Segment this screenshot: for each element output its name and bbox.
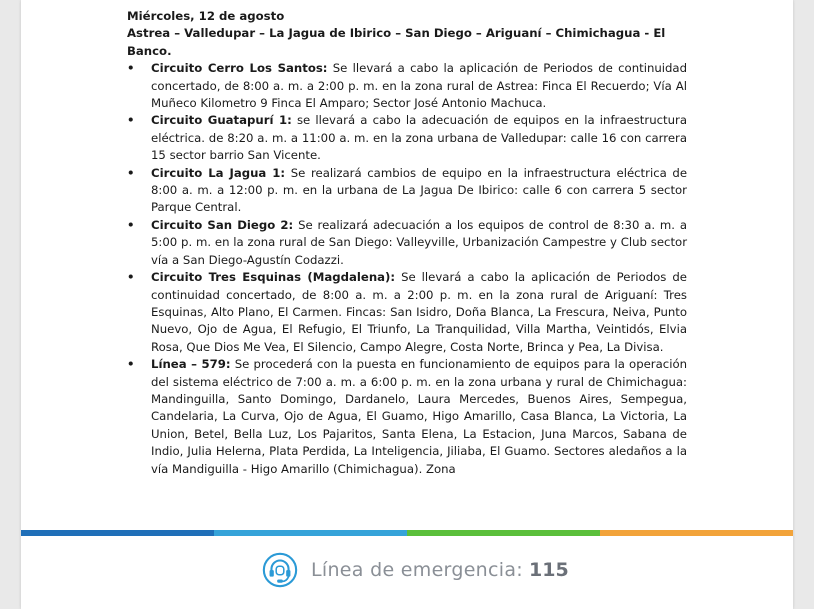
- outage-item-text: se llevará a cabo la adecuación de equipos en la infraestructura eléctrica. de 8:20 a. m. a 11:00 a. m. en la zona urbana de Valledupar: calle 16 con carrera 15 sector barrio San Vicente.: [151, 113, 687, 163]
- emergency-number: 115: [529, 559, 569, 581]
- outage-item-title: Línea – 579:: [151, 357, 231, 372]
- outage-item-title: Circuito Tres Esquinas (Magdalena):: [151, 270, 396, 285]
- bullet-icon: •: [127, 217, 135, 232]
- headset-support-icon: [261, 551, 299, 589]
- bullet-icon: •: [127, 113, 135, 128]
- document-page: [21, 0, 793, 609]
- footer: [21, 536, 793, 609]
- outage-item-text: Se procederá con la puesta en funcionamiento de equipos para la operación del sistema eléctrico de 7:00 a. m. a 6:00 p. m. en la zona urbana y rural de Chimichagua: Mandinguilla, Santo Domingo, Dardanelo, Laura Mercedes, Buenos Aires, Sempegua, Candelaria, La Curva, Ojo de Agua, El Guamo, Higo Amarillo, Casa Blanca, La Victoria, La Union, Betel, Bella Luz, Los Pajaritos, Santa Elena, La Estacion, Juna Marcos, Sabana de Indio, Julia Helerna, Plata Perdida, La Inteligencia, Jiliaba, El Guamo. Sectores aledaños a la vía Mandiguilla - Higo Amarillo (Chimichagua). Zona: [151, 357, 688, 476]
- outage-item-linea-579: [127, 356, 687, 478]
- outage-item-title: Circuito San Diego 2:: [151, 217, 294, 232]
- outage-item-title: Circuito Guatapurí 1:: [151, 113, 292, 128]
- outage-item-guatapuri-1: [127, 112, 687, 164]
- emergency-label: Línea de emergencia:: [311, 559, 523, 581]
- bullet-icon: •: [127, 270, 135, 285]
- schedule-date: Miércoles, 12 de agosto: [127, 9, 285, 23]
- outage-item-cerro-los-santos: [127, 60, 687, 112]
- outage-item-text: Se llevará a cabo la aplicación de Periodos de continuidad concertado, de 8:00 a. m. a 2:00 p. m. en la zona rural de Astrea: Finca El Recuerdo; Vía Al Muñeco Kilometro 9 Finca El Amparo; Sector José Antonio Machuca.: [151, 61, 687, 111]
- bullet-icon: •: [127, 165, 135, 180]
- outage-item-text: Se realizará adecuación a los equipos de control de 8:30 a. m. a 5:00 p. m. en la zona rural de San Diego: Valleyville, Urbanización Campestre y Club sector vía a San Diego-Agustín Codazzi.: [151, 217, 688, 267]
- outage-item-la-jagua-1: [127, 165, 687, 217]
- schedule-content: [127, 8, 687, 478]
- outage-item-san-diego-2: [127, 217, 687, 269]
- outage-item-title: Circuito Cerro Los Santos:: [151, 61, 328, 76]
- emergency-line: [261, 550, 569, 590]
- outage-item-text: Se llevará a cabo la aplicación de Periodos de continuidad concertado, de 8:00 a. m. a 2:00 p. m. en la zona rural de Ariguaní: Tres Esquinas, Alto Plano, El Carmen. Fincas: San Isidro, Doña Blanca, La Frescura, Neiva, Punto Nuevo, Ojo de Agua, El Refugio, El Triunfo, La Tranquilidad, Villa Martha, Veintidós, Elvia Rosa, Que Dios Me Vea, El Silencio, Campo Alegre, Costa Norte, Brinca y Pea, La Divisa.: [151, 270, 687, 354]
- schedule-route: Astrea – Valledupar – La Jagua de Ibirico – San Diego – Ariguaní – Chimichagua - El Banco.: [127, 26, 666, 58]
- outage-item-title: Circuito La Jagua 1:: [151, 165, 286, 180]
- bullet-icon: •: [127, 61, 135, 76]
- outage-item-tres-esquinas: [127, 269, 687, 356]
- outage-list: [127, 60, 687, 478]
- bullet-icon: •: [127, 357, 135, 372]
- outage-item-text: Se realizará cambios de equipo en la infraestructura eléctrica de 8:00 a. m. a 12:00 p. m. en la urbana de La Jagua De Ibirico: calle 6 con carrera 5 sector Parque Central.: [151, 165, 688, 215]
